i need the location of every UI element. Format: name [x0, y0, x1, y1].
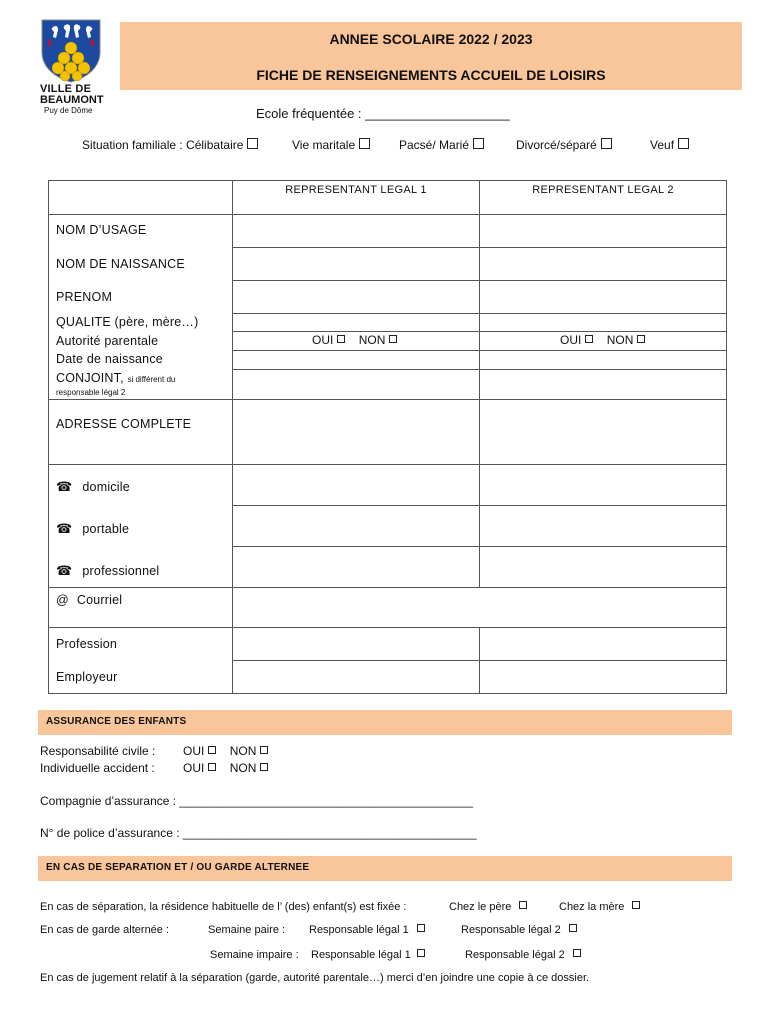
header-representant-1: REPRESENTANT LEGAL 1: [285, 184, 427, 196]
label-domicile: ☎ domicile: [56, 479, 130, 494]
at-icon: @: [56, 593, 69, 607]
checkbox-oui-rl2[interactable]: [585, 335, 593, 343]
checkbox-accident-oui[interactable]: [208, 763, 216, 771]
situation-pacse-marie[interactable]: Pacsé/ Marié: [399, 138, 484, 152]
logo-line-3: Puy de Dôme: [44, 106, 93, 115]
checkbox-civile-non[interactable]: [260, 746, 268, 754]
checkbox-pacse-marie[interactable]: [473, 138, 484, 149]
label-garde-alternee: En cas de garde alternée :: [40, 924, 170, 936]
checkbox-divorce-separe[interactable]: [601, 138, 612, 149]
label-residence: En cas de séparation, la résidence habituelle de l’ (des) enfant(s) est fixée :: [40, 901, 407, 913]
logo-line-2: BEAUMONT: [40, 94, 104, 106]
label-semaine-impaire: Semaine impaire :: [210, 949, 299, 961]
logo-line-1: VILLE DE: [40, 83, 92, 95]
checkbox-veuf[interactable]: [678, 138, 689, 149]
header-banner: [120, 22, 742, 90]
label-nom-naissance: NOM DE NAISSANCE: [56, 257, 185, 271]
label-prenom: PRENOM: [56, 290, 113, 304]
checkbox-oui-rl1[interactable]: [337, 335, 345, 343]
label-semaine-paire: Semaine paire :: [208, 924, 286, 936]
compagnie-field[interactable]: Compagnie d’assurance : ____________________________________________: [40, 794, 474, 808]
label-professionnel: ☎ professionnel: [56, 563, 160, 578]
checkbox-non-rl1[interactable]: [389, 335, 397, 343]
autorite-rl1[interactable]: OUI NON: [312, 333, 397, 347]
checkbox-civile-oui[interactable]: [208, 746, 216, 754]
paire-resp2[interactable]: Responsable légal 2: [461, 924, 577, 936]
civile-options[interactable]: OUI NON: [183, 744, 268, 758]
autorite-rl2[interactable]: OUI NON: [560, 333, 645, 347]
checkbox-chez-mere[interactable]: [632, 901, 640, 909]
checkbox-non-rl2[interactable]: [637, 335, 645, 343]
checkbox-vie-maritale[interactable]: [359, 138, 370, 149]
label-responsabilite-civile: Responsabilité civile :: [40, 744, 156, 758]
checkbox-accident-non[interactable]: [260, 763, 268, 771]
coat-of-arms-icon: [38, 18, 108, 84]
school-year-title: ANNEE SCOLAIRE 2022 / 2023: [329, 31, 533, 47]
label-conjoint-note: responsable légal 2: [56, 388, 126, 397]
label-portable: ☎ portable: [56, 521, 130, 536]
section-assurance: ASSURANCE DES ENFANTS: [38, 710, 732, 735]
label-adresse: ADRESSE COMPLETE: [56, 417, 192, 431]
label-autorite: Autorité parentale: [56, 334, 159, 348]
option-chez-mere[interactable]: Chez la mère: [559, 901, 640, 913]
section-separation: EN CAS DE SEPARATION ET / OU GARDE ALTERNEE: [38, 856, 732, 881]
paire-resp1[interactable]: Responsable légal 1: [309, 924, 425, 936]
checkbox-impaire-resp2[interactable]: [573, 949, 581, 957]
label-date-naissance: Date de naissance: [56, 352, 163, 366]
situation-veuf[interactable]: Veuf: [650, 138, 689, 152]
police-field[interactable]: N° de police d’assurance : ____________________________________________: [40, 826, 477, 840]
form-title: FICHE DE RENSEIGNEMENTS ACCUEIL DE LOISIRS: [256, 67, 606, 83]
label-employeur: Employeur: [56, 670, 118, 684]
label-individuelle-accident: Individuelle accident :: [40, 761, 155, 775]
label-nom-usage: NOM D’USAGE: [56, 223, 147, 237]
impaire-resp2[interactable]: Responsable légal 2: [465, 949, 581, 961]
situation-divorce-separe[interactable]: Divorcé/séparé: [516, 138, 612, 152]
checkbox-paire-resp1[interactable]: [417, 924, 425, 932]
label-conjoint: CONJOINT, si différent du: [56, 371, 176, 385]
header-representant-2: REPRESENTANT LEGAL 2: [532, 184, 674, 196]
legal-representatives-table: [48, 180, 727, 694]
phone-icon: ☎: [56, 479, 73, 494]
situation-celibataire[interactable]: Situation familiale : Célibataire: [82, 138, 258, 152]
impaire-resp1[interactable]: Responsable légal 1: [311, 949, 425, 961]
checkbox-paire-resp2[interactable]: [569, 924, 577, 932]
accident-options[interactable]: OUI NON: [183, 761, 268, 775]
school-attended-field[interactable]: Ecole fréquentée : ____________________: [256, 106, 510, 121]
jugement-note: En cas de jugement relatif à la séparation (garde, autorité parentale…) merci d’en joindre une copie à ce dossier.: [40, 972, 590, 984]
phone-icon: ☎: [56, 563, 73, 578]
label-courriel: @ Courriel: [56, 593, 123, 607]
checkbox-chez-pere[interactable]: [519, 901, 527, 909]
checkbox-celibataire[interactable]: [247, 138, 258, 149]
situation-vie-maritale[interactable]: Vie maritale: [292, 138, 370, 152]
phone-icon: ☎: [56, 521, 73, 536]
checkbox-impaire-resp1[interactable]: [417, 949, 425, 957]
label-qualite: QUALITE (père, mère…): [56, 315, 199, 329]
label-profession: Profession: [56, 637, 118, 651]
option-chez-pere[interactable]: Chez le père: [449, 901, 527, 913]
